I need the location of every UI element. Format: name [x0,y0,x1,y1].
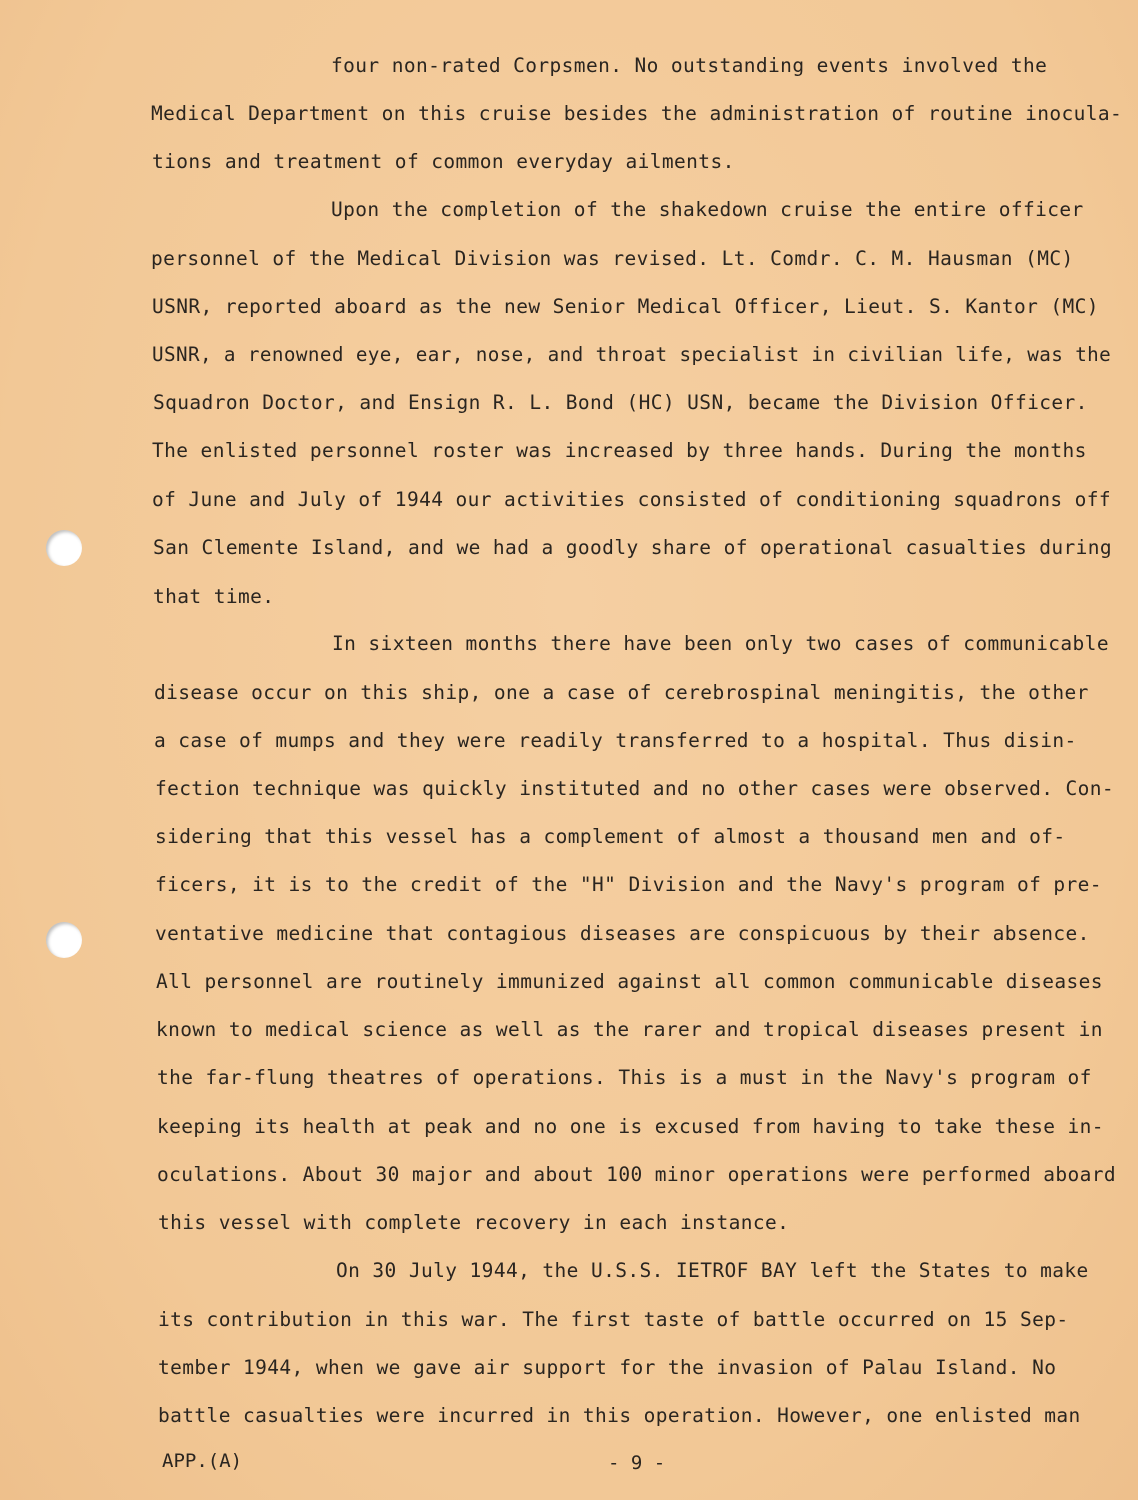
page-number: - 9 - [608,1452,666,1474]
body-line-20: All personnel are routinely immunized against all common communicable diseases [156,970,1103,993]
appendix-label: APP.(A) [162,1450,243,1472]
body-line-21: known to medical science as well as the rarer and tropical diseases present in [156,1018,1103,1041]
body-line-28: tember 1944, when we gave air support for the invasion of Palau Island. No [158,1356,1057,1379]
body-line-16: fection technique was quickly instituted and no other cases were observed. Con- [155,777,1115,800]
body-line-7: USNR, a renowned eye, ear, nose, and throat specialist in civilian life, was the [152,343,1112,366]
body-line-22: the far-flung theatres of operations. This is a must in the Navy's program of [157,1066,1092,1089]
body-line-1: four non-rated Corpsmen. No outstanding events involved the [331,54,1048,77]
body-line-19: ventative medicine that contagious diseases are conspicuous by their absence. [155,922,1090,945]
body-line-10: of June and July of 1944 our activities consisted of conditioning squadrons off [152,488,1112,511]
body-line-13: In sixteen months there have been only two cases of communicable [332,632,1109,655]
body-line-5: personnel of the Medical Division was revised. Lt. Comdr. C. M. Hausman (MC) [151,247,1074,270]
body-line-3: tions and treatment of common everyday ailments. [152,150,735,173]
body-line-18: ficers, it is to the credit of the "H" Division and the Navy's program of pre- [155,873,1102,896]
body-line-2: Medical Department on this cruise besides the administration of routine inocula- [151,102,1123,125]
body-line-8: Squadron Doctor, and Ensign R. L. Bond (HC) USN, became the Division Officer. [153,391,1088,414]
body-line-25: this vessel with complete recovery in each instance. [158,1211,790,1234]
binder-hole-upper [46,530,82,566]
body-line-17: sidering that this vessel has a complement of almost a thousand men and of- [155,825,1066,848]
body-line-23: keeping its health at peak and no one is excused from having to take these in- [157,1115,1104,1138]
body-line-6: USNR, reported aboard as the new Senior Medical Officer, Lieut. S. Kantor (MC) [152,295,1099,318]
body-line-9: The enlisted personnel roster was increased by three hands. During the months [152,439,1087,462]
body-line-26: On 30 July 1944, the U.S.S. IETROF BAY left the States to make [336,1259,1089,1282]
body-line-4: Upon the completion of the shakedown cruise the entire officer [331,198,1084,221]
binder-hole-lower [46,922,82,958]
body-line-24: oculations. About 30 major and about 100 minor operations were performed aboard [157,1163,1117,1186]
body-line-29: battle casualties were incurred in this operation. However, one enlisted man [158,1404,1081,1427]
body-line-15: a case of mumps and they were readily transferred to a hospital. Thus disin- [154,729,1077,752]
body-line-11: San Clemente Island, and we had a goodly share of operational casualties during [153,536,1113,559]
body-line-27: its contribution in this war. The first taste of battle occurred on 15 Sep- [158,1308,1069,1331]
body-line-12: that time. [153,585,275,608]
body-line-14: disease occur on this ship, one a case of cerebrospinal meningitis, the other [154,681,1089,704]
